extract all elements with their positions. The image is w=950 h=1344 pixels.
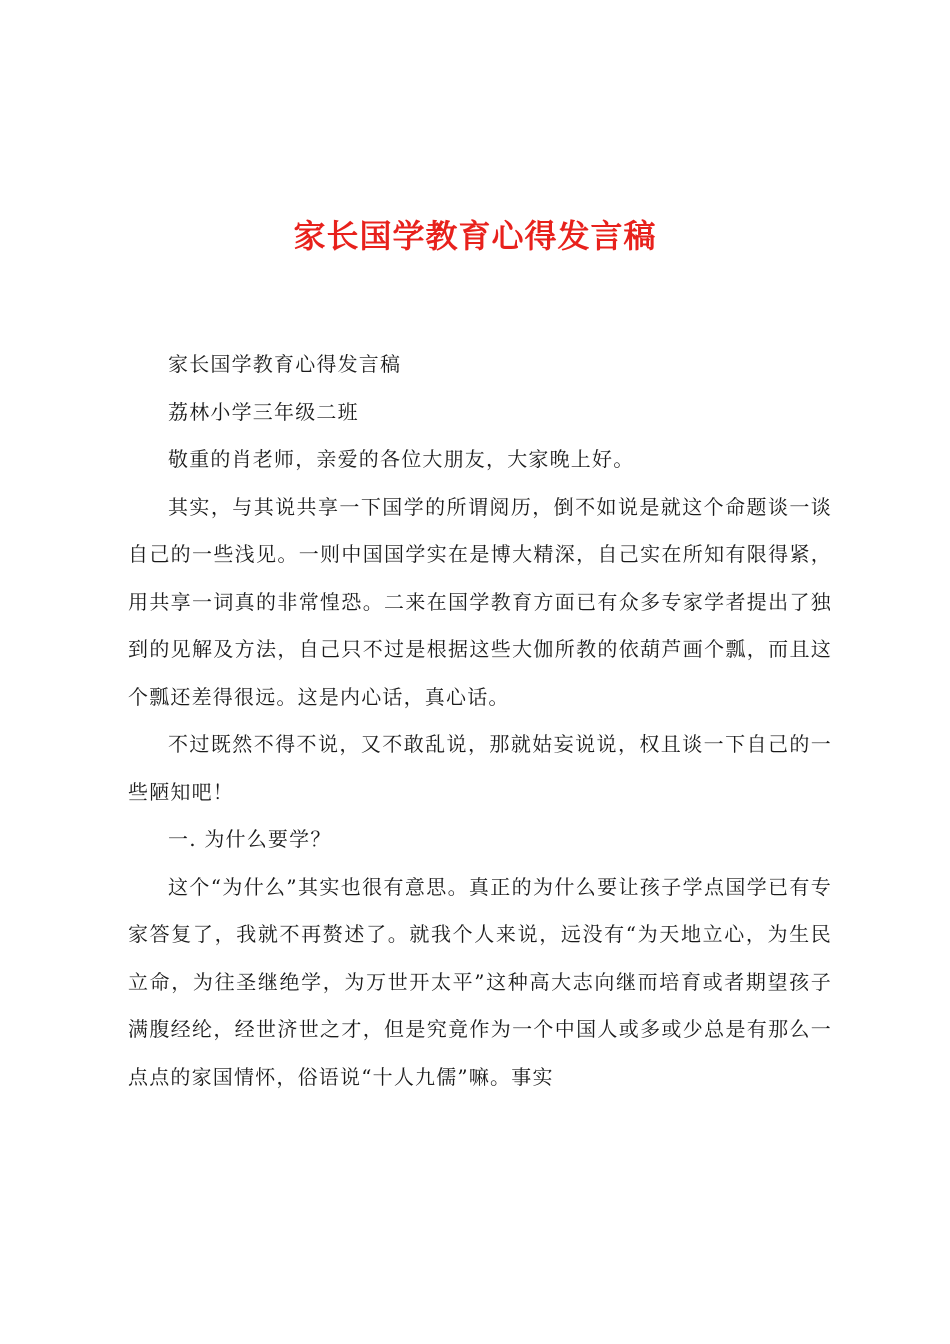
paragraph-class: 荔林小学三年级二班 [168, 399, 359, 424]
document-body [128, 341, 832, 1101]
paragraph-heading: 家长国学教育心得发言稿 [168, 352, 402, 376]
paragraph-transition: 不过既然不得不说，又不敢乱说，那就姑妄说说，权且谈一下自己的一些陋知吧！ [128, 732, 832, 804]
section-heading: 一. 为什么要学？ [168, 827, 332, 851]
paragraph-greeting: 敬重的肖老师，亲爱的各位大朋友，大家晚上好。 [168, 447, 635, 471]
document-title: 家长国学教育心得发言稿 [293, 217, 657, 255]
paragraph-why: 这个“为什么”其实也很有意思。真正的为什么要让孩子学点国学已有专家答复了，我就不再赘述了。就我个人来说，远没有“为天地立心，为生民立命，为往圣继绝学，为万世开太平”这种高大志向继而培育或者期望孩子满腹经纶，经世济世之才，但是究竟作为一个中国人或多或少总是有那么一点点的家国情怀，俗语说“十人九儒”嘛。事实 [128, 874, 832, 1089]
paragraph-intro: 其实，与其说共享一下国学的所谓阅历，倒不如说是就这个命题谈一谈自己的一些浅见。一则中国国学实在是博大精深，自己实在所知有限得紧，用共享一词真的非常惶恐。二来在国学教育方面已有众多专家学者提出了独到的见解及方法，自己只不过是根据这些大伽所教的依葫芦画个瓢，而且这个瓢还差得很远。这是内心话，真心话。 [128, 494, 832, 709]
